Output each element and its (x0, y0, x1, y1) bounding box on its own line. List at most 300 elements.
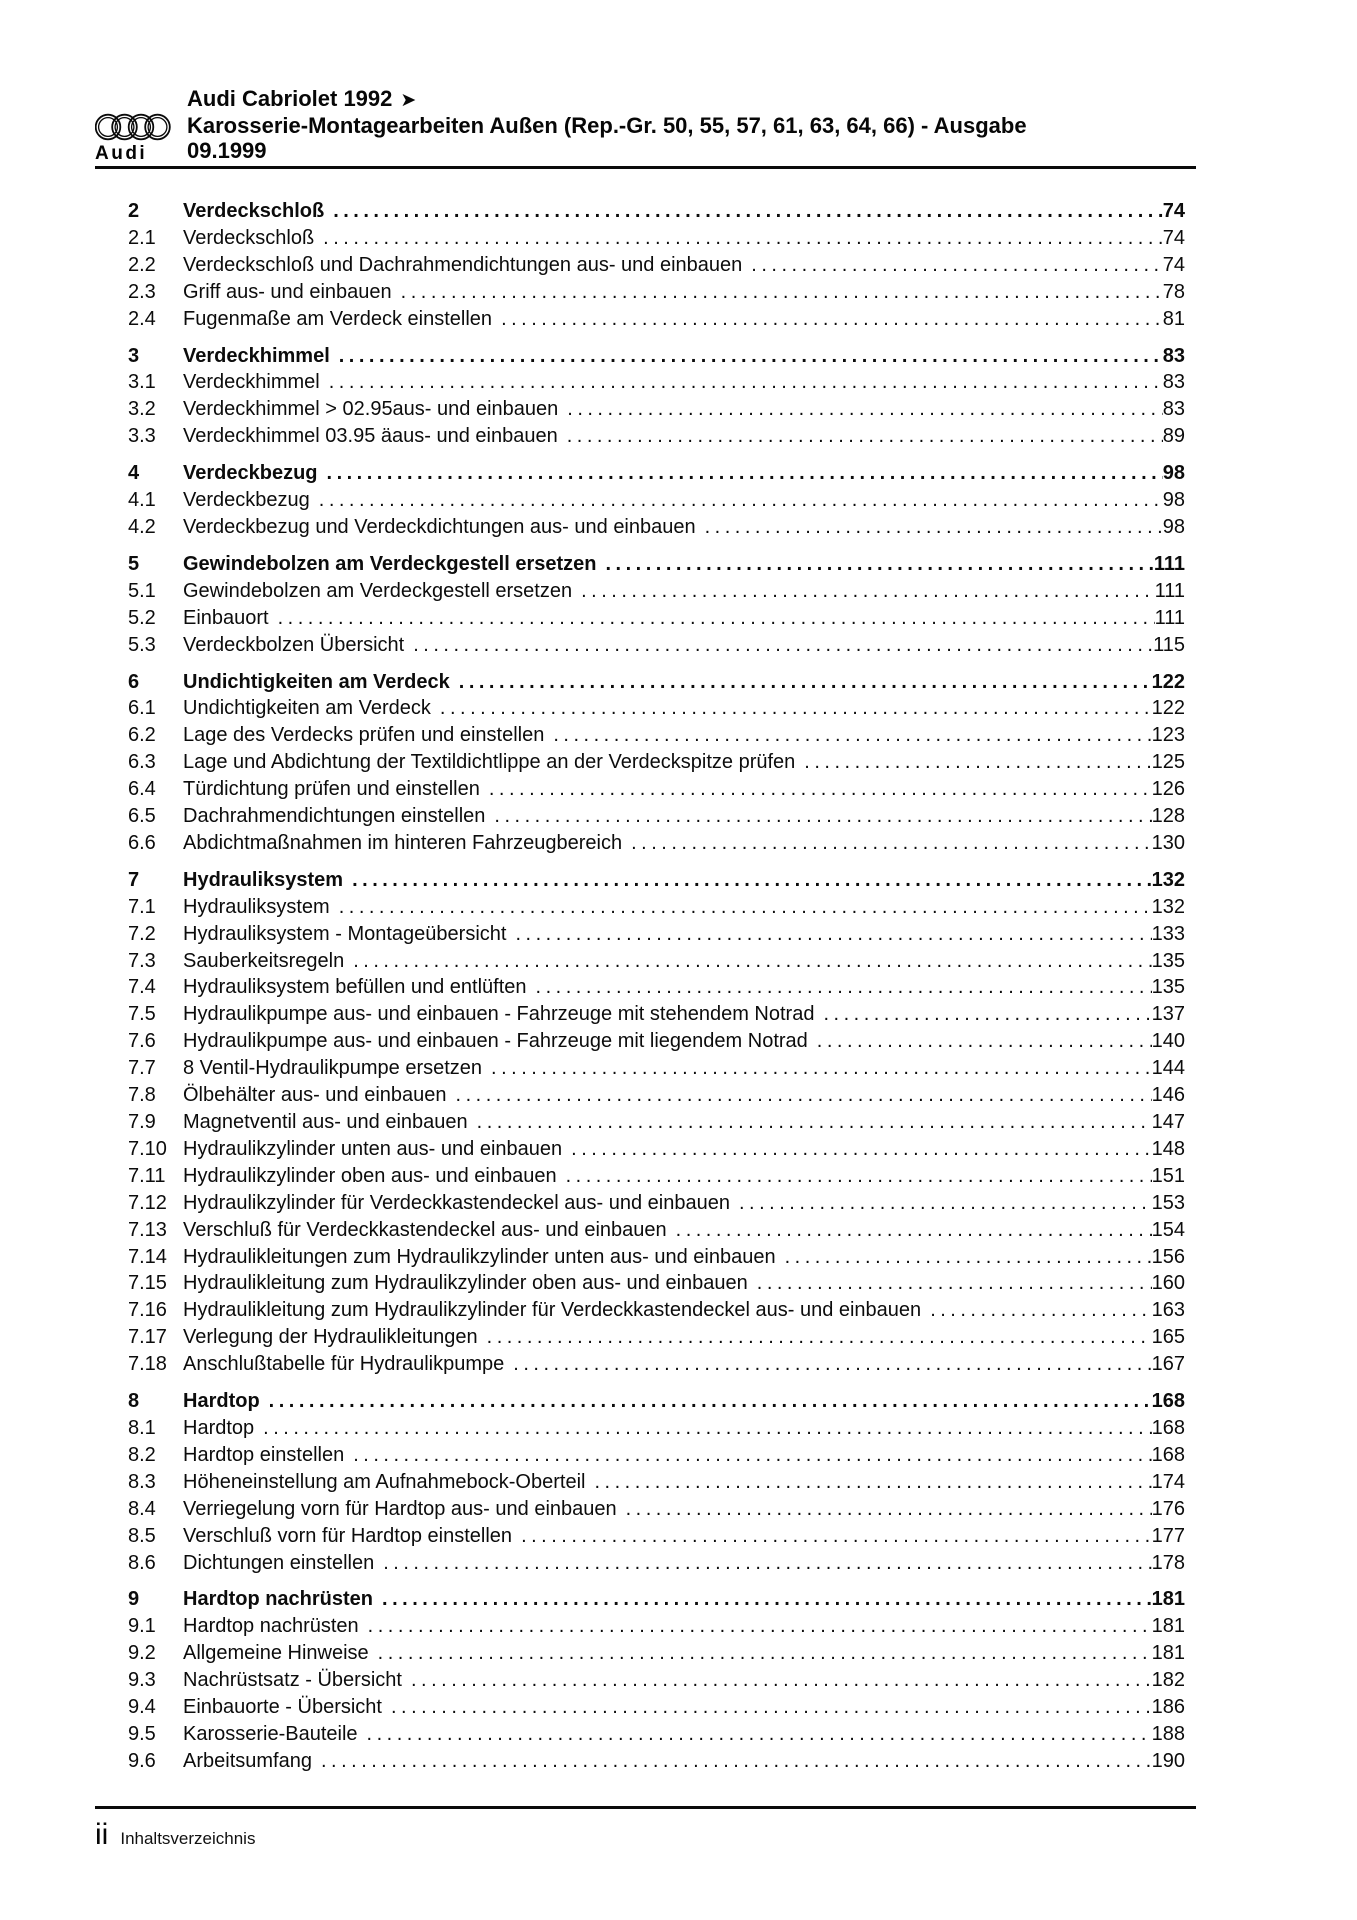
toc-entry-page: 115 (1153, 633, 1185, 656)
toc-entry-title: Lage und Abdichtung der Textildichtlippe an der Verdeckspitze prüfen (183, 751, 796, 774)
toc-entry-title: Hardtop (183, 1416, 255, 1439)
dot-leader (375, 1586, 1152, 1613)
toc-entry-page: 122 (1151, 670, 1185, 693)
toc-item-row (95, 948, 1196, 975)
dot-leader (574, 578, 1154, 605)
toc-item-row (95, 894, 1196, 921)
toc-section (95, 867, 1196, 1378)
toc-entry-title: Einbauort (183, 606, 269, 629)
dot-leader (406, 632, 1153, 659)
dot-leader (262, 1388, 1152, 1415)
toc-entry-title: Magnetventil aus- und einbauen (183, 1111, 468, 1133)
arrow-right-icon: ➤ (400, 90, 417, 111)
dot-leader (404, 1667, 1152, 1694)
toc-entry-page: 122 (1151, 697, 1185, 720)
dot-leader (732, 1190, 1152, 1217)
toc-item-row (95, 1415, 1196, 1442)
toc-item-row (95, 1163, 1196, 1190)
dot-leader (433, 695, 1152, 722)
toc-item-row (95, 695, 1196, 722)
toc-item-row (95, 1136, 1196, 1163)
toc-entry-page: 83 (1162, 344, 1185, 367)
toc-entry-title: Verschluß vorn für Hardtop einstellen (183, 1524, 513, 1547)
toc-entry-number: 7.17 (128, 1326, 167, 1349)
header-text (187, 86, 1196, 163)
toc-entry-page: 98 (1162, 515, 1185, 538)
dot-leader (332, 894, 1152, 921)
toc-entry-page: 137 (1151, 1003, 1185, 1026)
toc-item-row (95, 1469, 1196, 1496)
dot-leader (599, 551, 1154, 578)
footer-page-number: ii (95, 1817, 109, 1851)
dot-leader (487, 803, 1151, 830)
toc-entry-number: 7.11 (128, 1164, 166, 1187)
dot-leader (529, 974, 1152, 1001)
toc-item-row (95, 1028, 1196, 1055)
dot-leader (619, 1496, 1152, 1523)
dot-leader (271, 605, 1155, 632)
dot-leader (560, 396, 1162, 423)
dot-leader (816, 1001, 1151, 1028)
toc-entry-title: Hydraulikleitungen zum Hydraulikzylinder unten aus- und einbauen (183, 1245, 776, 1268)
toc-entry-page: 167 (1151, 1353, 1185, 1376)
toc-section (95, 1586, 1196, 1774)
toc-item-row (95, 830, 1196, 857)
toc-entry-title: Einbauorte - Übersicht (183, 1696, 382, 1719)
toc-entry-number: 7.3 (128, 949, 156, 972)
toc-item-row (95, 487, 1196, 514)
toc-entry-number: 4.2 (128, 515, 156, 538)
toc-entry-number: 7 (128, 868, 140, 891)
toc-entry-number: 7.13 (128, 1218, 167, 1241)
toc-entry-title: Verlegung der Hydraulikleitungen (183, 1326, 478, 1349)
toc-item-row (95, 1721, 1196, 1748)
toc-item-row (95, 722, 1196, 749)
toc-section-row (95, 669, 1196, 696)
toc-entry-title: Ölbehälter aus- und einbauen (183, 1084, 447, 1107)
toc-section (95, 1388, 1196, 1576)
toc-entry-number: 6.6 (128, 831, 156, 854)
dot-leader (371, 1640, 1152, 1667)
dot-leader (484, 1055, 1152, 1082)
toc-item-row (95, 1109, 1196, 1136)
toc-item-row (95, 252, 1196, 279)
dot-leader (394, 279, 1163, 306)
toc-item-row (95, 1082, 1196, 1109)
toc-entry-title: Verdeckbolzen Übersicht (183, 633, 405, 656)
toc-entry-title: Hydraulikzylinder unten aus- und einbauen (183, 1137, 563, 1160)
header-subtitle: Karosserie-Montagearbeiten Außen (Rep.-Gr. 50, 55, 57, 61, 63, 64, 66) - Ausgabe (187, 113, 1027, 138)
toc-item-row (95, 279, 1196, 306)
toc-entry-page: 111 (1154, 606, 1185, 629)
toc-entry-title: Verdeckhimmel (183, 344, 330, 367)
toc-entry-title: Hardtop nachrüsten (183, 1588, 374, 1611)
table-of-contents (0, 169, 1357, 1775)
toc-entry-title: Hardtop nachrüsten (183, 1615, 359, 1638)
toc-item-row (95, 396, 1196, 423)
toc-entry-number: 7.4 (128, 976, 156, 999)
toc-entry-number: 2.3 (128, 280, 156, 303)
toc-entry-number: 7.6 (128, 1030, 156, 1053)
toc-item-row (95, 1667, 1196, 1694)
dot-leader (316, 225, 1163, 252)
toc-item-row (95, 1217, 1196, 1244)
toc-item-row (95, 1748, 1196, 1775)
toc-entry-title: Hydraulikleitung zum Hydraulikzylinder für Verdeckkastendeckel aus- und einbauen (183, 1299, 922, 1322)
toc-item-row (95, 1324, 1196, 1351)
toc-entry-title: Höheneinstellung am Aufnahmebock-Oberteil (183, 1470, 586, 1493)
toc-entry-title: Abdichtmaßnahmen im hinteren Fahrzeugbereich (183, 831, 623, 854)
dot-leader (750, 1270, 1152, 1297)
toc-entry-title: Hydraulikleitung zum Hydraulikzylinder oben aus- und einbauen (183, 1272, 748, 1295)
toc-item-row (95, 1613, 1196, 1640)
toc-entry-number: 4 (128, 462, 140, 485)
dot-leader (494, 306, 1163, 333)
dot-leader (312, 487, 1163, 514)
toc-item-row (95, 632, 1196, 659)
audi-rings-icon (95, 111, 171, 145)
dot-leader (624, 830, 1152, 857)
toc-entry-number: 9.6 (128, 1749, 156, 1772)
toc-entry-number: 7.7 (128, 1057, 156, 1080)
toc-entry-page: 181 (1151, 1588, 1185, 1611)
toc-entry-number: 7.12 (128, 1191, 167, 1214)
toc-entry-page: 181 (1151, 1642, 1185, 1665)
toc-entry-number: 4.1 (128, 489, 156, 512)
toc-entry-title: Gewindebolzen am Verdeckgestell ersetzen (183, 552, 597, 575)
toc-entry-number: 2.1 (128, 226, 156, 249)
toc-entry-title: Türdichtung prüfen und einstellen (183, 778, 480, 801)
toc-entry-page: 168 (1151, 1443, 1185, 1466)
toc-entry-number: 5.2 (128, 606, 156, 629)
toc-entry-page: 153 (1151, 1191, 1185, 1214)
dot-leader (360, 1721, 1152, 1748)
toc-section (95, 669, 1196, 857)
toc-entry-number: 7.15 (128, 1272, 167, 1295)
toc-entry-number: 5 (128, 552, 140, 575)
toc-entry-number: 9.1 (128, 1615, 156, 1638)
toc-item-row (95, 1694, 1196, 1721)
toc-entry-number: 7.8 (128, 1084, 156, 1107)
dot-leader (778, 1244, 1152, 1271)
toc-section-row (95, 198, 1196, 225)
toc-entry-title: Nachrüstsatz - Übersicht (183, 1669, 402, 1692)
toc-section-row (95, 1388, 1196, 1415)
dot-leader (508, 921, 1151, 948)
toc-entry-number: 9.4 (128, 1696, 156, 1719)
dot-leader (698, 514, 1163, 541)
toc-section (95, 460, 1196, 541)
toc-entry-page: 177 (1151, 1524, 1185, 1547)
header-model-text: Audi Cabriolet 1992 (187, 86, 393, 111)
toc-entry-number: 6 (128, 670, 140, 693)
dot-leader (470, 1109, 1152, 1136)
dot-leader (560, 423, 1163, 450)
toc-entry-number: 7.16 (128, 1299, 167, 1322)
toc-section-row (95, 460, 1196, 487)
toc-entry-number: 2.2 (128, 253, 156, 276)
toc-entry-title: 8 Ventil-Hydraulikpumpe ersetzen (183, 1057, 483, 1080)
dot-leader (346, 1442, 1151, 1469)
toc-entry-page: 147 (1151, 1111, 1185, 1133)
dot-leader (314, 1748, 1152, 1775)
toc-entry-title: Verdeckbezug (183, 462, 318, 485)
toc-entry-title: Allgemeine Hinweise (183, 1642, 369, 1665)
toc-entry-page: 74 (1162, 253, 1185, 276)
toc-entry-number: 9.5 (128, 1722, 156, 1745)
toc-entry-number: 8.5 (128, 1524, 156, 1547)
toc-entry-number: 8.2 (128, 1443, 156, 1466)
toc-entry-page: 126 (1151, 778, 1185, 801)
toc-entry-page: 98 (1162, 462, 1185, 485)
toc-entry-title: Hydraulikpumpe aus- und einbauen - Fahrzeuge mit liegendem Notrad (183, 1030, 808, 1053)
toc-item-row (95, 1550, 1196, 1577)
toc-item-row (95, 1640, 1196, 1667)
toc-entry-page: 135 (1151, 976, 1185, 999)
dot-leader (923, 1297, 1151, 1324)
toc-entry-page: 160 (1151, 1272, 1185, 1295)
toc-entry-title: Dachrahmendichtungen einstellen (183, 805, 486, 828)
dot-leader (564, 1136, 1151, 1163)
toc-entry-number: 5.3 (128, 633, 156, 656)
dot-leader (332, 343, 1163, 370)
toc-entry-title: Sauberkeitsregeln (183, 949, 345, 972)
dot-leader (345, 867, 1152, 894)
audi-logo (95, 111, 171, 163)
toc-entry-title: Fugenmaße am Verdeck einstellen (183, 307, 493, 330)
toc-entry-page: 186 (1151, 1696, 1185, 1719)
toc-entry-number: 9.3 (128, 1669, 156, 1692)
toc-entry-title: Verdeckbezug und Verdeckdichtungen aus- und einbauen (183, 515, 696, 538)
toc-entry-number: 7.5 (128, 1003, 156, 1026)
toc-entry-page: 133 (1151, 922, 1185, 945)
toc-item-row (95, 605, 1196, 632)
toc-entry-title: Dichtungen einstellen (183, 1551, 375, 1574)
toc-entry-title: Undichtigkeiten am Verdeck (183, 697, 431, 720)
toc-entry-title: Verdeckschloß (183, 226, 315, 249)
toc-section (95, 551, 1196, 659)
toc-entry-page: 78 (1162, 280, 1185, 303)
dot-leader (452, 669, 1152, 696)
toc-entry-title: Hydraulikzylinder oben aus- und einbauen (183, 1164, 557, 1187)
toc-entry-page: 144 (1151, 1057, 1185, 1080)
toc-entry-title: Gewindebolzen am Verdeckgestell ersetzen (183, 579, 573, 602)
toc-section-row (95, 551, 1196, 578)
toc-section-row (95, 343, 1196, 370)
toc-entry-page: 74 (1162, 200, 1185, 222)
toc-entry-title: Verdeckhimmel > 02.95aus- und einbauen (183, 398, 559, 421)
toc-entry-title: Verdeckhimmel 03.95 äaus- und einbauen (183, 425, 558, 448)
toc-section-row (95, 1586, 1196, 1613)
toc-entry-title: Hardtop einstellen (183, 1443, 345, 1466)
dot-leader (559, 1163, 1152, 1190)
footer-title: Inhaltsverzeichnis (120, 1828, 256, 1848)
toc-entry-page: 168 (1151, 1390, 1185, 1413)
toc-entry-page: 181 (1151, 1615, 1185, 1638)
dot-leader (449, 1082, 1152, 1109)
header-model-line (187, 86, 1196, 113)
toc-entry-number: 3 (128, 344, 140, 367)
toc-entry-page: 132 (1151, 868, 1185, 891)
toc-entry-page: 156 (1151, 1245, 1185, 1268)
toc-entry-page: 128 (1151, 805, 1185, 828)
toc-entry-page: 89 (1162, 425, 1185, 448)
toc-entry-page: 74 (1162, 226, 1185, 249)
toc-entry-number: 7.9 (128, 1111, 156, 1133)
toc-entry-page: 111 (1153, 552, 1185, 575)
toc-entry-page: 174 (1151, 1470, 1185, 1493)
toc-entry-page: 125 (1151, 751, 1185, 774)
toc-entry-number: 8 (128, 1390, 140, 1413)
toc-entry-page: 168 (1151, 1416, 1185, 1439)
toc-item-row (95, 749, 1196, 776)
toc-entry-number: 7.18 (128, 1353, 167, 1376)
page-header (0, 0, 1357, 163)
toc-entry-number: 6.4 (128, 778, 156, 801)
toc-item-row (95, 578, 1196, 605)
dot-leader (376, 1550, 1151, 1577)
toc-entry-title: Verdeckhimmel (183, 371, 320, 394)
dot-leader (322, 369, 1163, 396)
toc-entry-page: 83 (1162, 398, 1185, 421)
toc-section (95, 343, 1196, 451)
toc-item-row (95, 1496, 1196, 1523)
toc-item-row (95, 1055, 1196, 1082)
toc-entry-title: Griff aus- und einbauen (183, 280, 392, 303)
toc-entry-title: Verdeckbezug (183, 489, 310, 512)
toc-item-row (95, 369, 1196, 396)
toc-item-row (95, 921, 1196, 948)
dot-leader (669, 1217, 1152, 1244)
toc-entry-page: 130 (1151, 831, 1185, 854)
toc-item-row (95, 1523, 1196, 1550)
dot-leader (346, 948, 1151, 975)
toc-entry-title: Hydrauliksystem - Montageübersicht (183, 922, 507, 945)
toc-entry-title: Karosserie-Bauteile (183, 1722, 358, 1745)
toc-item-row (95, 1244, 1196, 1271)
dot-leader (810, 1028, 1152, 1055)
toc-entry-title: Verdeckschloß und Dachrahmendichtungen aus- und einbauen (183, 253, 743, 276)
dot-leader (744, 252, 1162, 279)
toc-section-row (95, 867, 1196, 894)
toc-entry-page: 146 (1151, 1084, 1185, 1107)
dot-leader (326, 198, 1163, 225)
dot-leader (506, 1351, 1151, 1378)
dot-leader (482, 776, 1152, 803)
toc-entry-title: Verdeckschloß (183, 200, 325, 222)
toc-entry-page: 182 (1151, 1669, 1185, 1692)
toc-entry-number: 6.3 (128, 751, 156, 774)
toc-entry-page: 176 (1151, 1497, 1185, 1520)
toc-entry-number: 2 (128, 200, 140, 222)
toc-entry-number: 6.2 (128, 724, 156, 747)
toc-item-row (95, 803, 1196, 830)
toc-entry-page: 98 (1162, 489, 1185, 512)
toc-entry-number: 7.1 (128, 895, 156, 918)
toc-entry-page: 83 (1162, 371, 1185, 394)
toc-entry-number: 5.1 (128, 579, 156, 602)
dot-leader (256, 1415, 1151, 1442)
toc-item-row (95, 306, 1196, 333)
toc-entry-title: Undichtigkeiten am Verdeck (183, 670, 450, 693)
toc-section (95, 198, 1196, 333)
toc-entry-page: 132 (1151, 895, 1185, 918)
dot-leader (320, 460, 1163, 487)
toc-entry-page: 165 (1151, 1326, 1185, 1349)
header-edition: 09.1999 (187, 138, 267, 163)
toc-entry-number: 8.4 (128, 1497, 156, 1520)
dot-leader (384, 1694, 1152, 1721)
toc-entry-number: 6.5 (128, 805, 156, 828)
toc-item-row (95, 225, 1196, 252)
toc-entry-number: 7.10 (128, 1137, 167, 1160)
toc-entry-title: Hydrauliksystem (183, 868, 344, 891)
toc-entry-page: 148 (1151, 1137, 1185, 1160)
toc-entry-number: 9 (128, 1588, 140, 1611)
toc-entry-title: Arbeitsumfang (183, 1749, 312, 1772)
toc-entry-title: Hydrauliksystem (183, 895, 330, 918)
toc-item-row (95, 423, 1196, 450)
toc-entry-page: 135 (1151, 949, 1185, 972)
toc-item-row (95, 974, 1196, 1001)
toc-entry-title: Hardtop (183, 1390, 260, 1413)
toc-item-row (95, 1442, 1196, 1469)
toc-entry-number: 6.1 (128, 697, 156, 720)
audi-wordmark: Audi (95, 143, 148, 164)
toc-item-row (95, 1001, 1196, 1028)
toc-entry-page: 81 (1162, 307, 1185, 330)
dot-leader (480, 1324, 1152, 1351)
toc-entry-title: Verschluß für Verdeckkastendeckel aus- und einbauen (183, 1218, 667, 1241)
toc-item-row (95, 1190, 1196, 1217)
toc-entry-page: 188 (1151, 1722, 1185, 1745)
toc-entry-number: 8.6 (128, 1551, 156, 1574)
toc-entry-number: 7.14 (128, 1245, 167, 1268)
toc-entry-title: Anschlußtabelle für Hydraulikpumpe (183, 1353, 505, 1376)
toc-entry-number: 3.3 (128, 425, 156, 448)
toc-entry-number: 7.2 (128, 922, 156, 945)
toc-entry-number: 2.4 (128, 307, 156, 330)
toc-entry-page: 111 (1154, 579, 1185, 602)
toc-item-row (95, 514, 1196, 541)
toc-item-row (95, 776, 1196, 803)
toc-item-row (95, 1297, 1196, 1324)
toc-entry-page: 178 (1151, 1551, 1185, 1574)
dot-leader (546, 722, 1151, 749)
toc-entry-page: 190 (1151, 1749, 1185, 1772)
toc-entry-number: 8.1 (128, 1416, 156, 1439)
page-footer (0, 1809, 1357, 1851)
toc-entry-page: 140 (1151, 1030, 1185, 1053)
dot-leader (587, 1469, 1151, 1496)
toc-entry-page: 151 (1151, 1164, 1185, 1187)
toc-entry-title: Hydraulikzylinder für Verdeckkastendeckel aus- und einbauen (183, 1191, 730, 1214)
dot-leader (361, 1613, 1152, 1640)
dot-leader (797, 749, 1151, 776)
toc-entry-title: Hydraulikpumpe aus- und einbauen - Fahrzeuge mit stehendem Notrad (183, 1003, 815, 1026)
toc-entry-number: 8.3 (128, 1470, 156, 1493)
toc-entry-title: Lage des Verdecks prüfen und einstellen (183, 724, 545, 747)
toc-entry-number: 3.2 (128, 398, 156, 421)
toc-entry-page: 163 (1151, 1299, 1185, 1322)
toc-entry-title: Hydrauliksystem befüllen und entlüften (183, 976, 527, 999)
toc-item-row (95, 1270, 1196, 1297)
toc-item-row (95, 1351, 1196, 1378)
toc-entry-number: 9.2 (128, 1642, 156, 1665)
toc-entry-page: 123 (1151, 724, 1185, 747)
toc-entry-page: 154 (1151, 1218, 1185, 1241)
dot-leader (514, 1523, 1152, 1550)
